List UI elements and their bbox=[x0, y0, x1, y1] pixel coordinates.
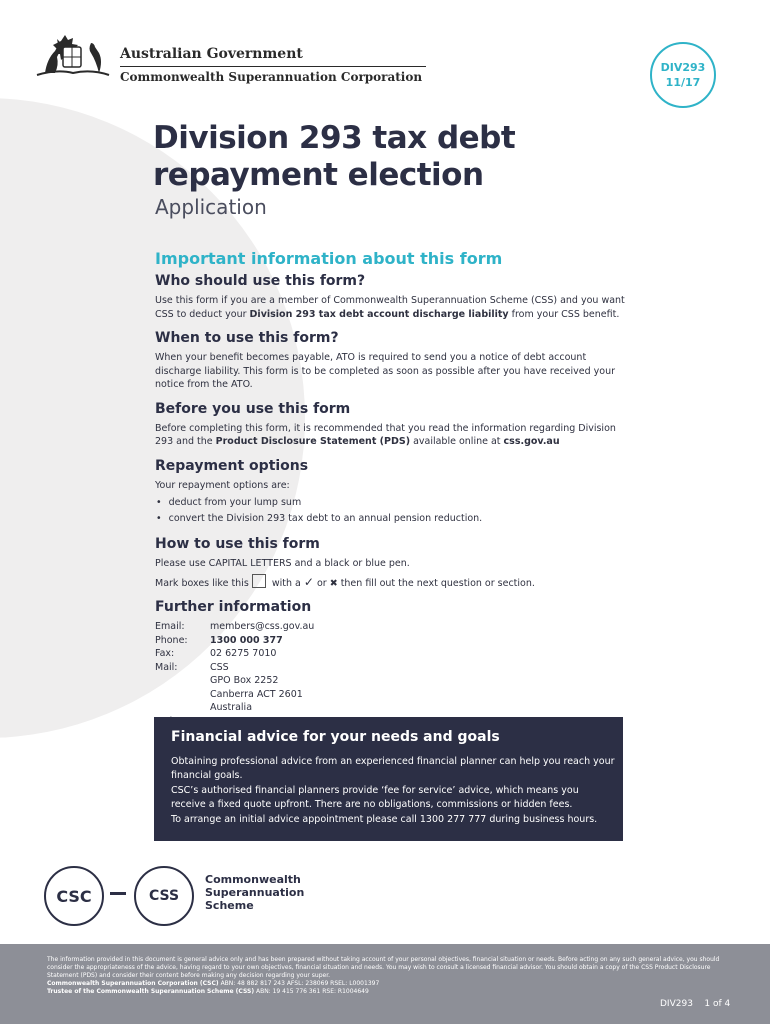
list-item: • convert the Division 293 tax debt to an annual pension reduction. bbox=[155, 511, 635, 527]
email-label: Email: bbox=[155, 621, 185, 632]
important-information bbox=[155, 249, 635, 737]
advice-heading: Financial advice for your needs and goals bbox=[171, 729, 500, 745]
repayment-intro: Your repayment options are: bbox=[155, 479, 290, 491]
advice-p2: CSC’s authorised financial planners provide ‘fee for service’ advice, which means you receive a fixed quote upfront. There are no obligations, commissions or hidden fees. bbox=[171, 785, 579, 810]
further-heading: Further information bbox=[155, 599, 312, 615]
repayment-options-list bbox=[155, 495, 635, 527]
form-code: DIV293 bbox=[660, 61, 706, 74]
contact-details bbox=[155, 620, 635, 728]
form-date: 11/17 bbox=[665, 76, 701, 89]
when-section bbox=[155, 330, 635, 392]
page-count: 1 of 4 bbox=[704, 999, 731, 1009]
how-line1: Please use CAPITAL LETTERS and a black or blue pen. bbox=[155, 558, 410, 569]
email-value[interactable]: members@css.gov.au bbox=[210, 621, 315, 632]
phone-value: 1300 000 377 bbox=[210, 634, 283, 646]
css-website-link[interactable]: css.gov.au bbox=[503, 436, 560, 447]
cross-icon: ✖ bbox=[329, 577, 338, 589]
footer-disclaimer bbox=[47, 956, 727, 996]
mail-line: Canberra ACT 2601 bbox=[210, 688, 303, 700]
csc-logo: CSC bbox=[44, 866, 104, 926]
before-text: Before completing this form, it is recommended that you read the information regarding Division 293 and the Product Disclosure Statement (PDS) available online at css.gov.au bbox=[155, 422, 616, 447]
page-subtitle: Application bbox=[155, 195, 267, 219]
phone-label: Phone: bbox=[155, 634, 188, 646]
corporation-name: Commonwealth Superannuation Corporation bbox=[120, 70, 423, 84]
page-title-line1: Division 293 tax debt bbox=[153, 120, 516, 156]
header-divider bbox=[120, 66, 426, 67]
footer-code: DIV293 bbox=[660, 999, 693, 1009]
mail-label: Mail: bbox=[155, 661, 178, 673]
checkmark-icon: ✓ bbox=[303, 574, 314, 589]
when-heading: When to use this form? bbox=[155, 330, 339, 346]
repayment-section bbox=[155, 458, 635, 528]
important-info-heading: Important information about this form bbox=[155, 249, 503, 268]
advice-p1: Obtaining professional advice from an experienced financial planner can help you reach your financial goals. bbox=[171, 756, 615, 781]
mail-line: GPO Box 2252 bbox=[210, 675, 279, 686]
form-code-badge bbox=[650, 42, 716, 108]
fax-label: Fax: bbox=[155, 648, 175, 659]
fax-value: 02 6275 7010 bbox=[210, 648, 277, 659]
advice-p3: To arrange an initial advice appointment please call 1300 277 777 during business hours. bbox=[171, 814, 598, 825]
logo-dash bbox=[110, 892, 126, 895]
list-item: • deduct from your lump sum bbox=[155, 495, 635, 511]
css-logo: CSS bbox=[134, 866, 194, 926]
government-name: Australian Government bbox=[120, 46, 303, 62]
disclaimer-text: The information provided in this document is general advice only and has been prepared without taking account of your personal objectives, financial situation or needs. Before acting on any such general advice, you should consider the appropriateness of the advice, having regard to your own objectives, financial situation and needs. You may wish to consult a licensed financial advisor. You should obtain a copy of the CSS Product Disclosure Statement (PDS) and consider their content before making any decision regarding your super. bbox=[47, 956, 720, 979]
csc-details: Commonwealth Superannuation Corporation (CSC) ABN: 48 882 817 243 AFSL: 238069 RSEL: L0001397 bbox=[47, 980, 380, 987]
before-heading: Before you use this form bbox=[155, 400, 351, 417]
scheme-name: Commonwealth Superannuation Scheme bbox=[205, 873, 305, 912]
when-text: When your benefit becomes payable, ATO is required to send you a notice of debt account discharge liability. This form is to be completed as soon as possible after you have received your notice from the ATO. bbox=[155, 352, 616, 390]
how-line2: Mark boxes like this with a ✓ or ✖ then fill out the next question or section. bbox=[155, 574, 535, 589]
advice-body bbox=[171, 755, 616, 829]
coat-of-arms-icon bbox=[33, 33, 113, 77]
page-number bbox=[660, 999, 730, 1009]
repayment-heading: Repayment options bbox=[155, 457, 309, 474]
page-title bbox=[153, 120, 515, 194]
page-title-line2: repayment election bbox=[153, 157, 484, 193]
how-heading: How to use this form bbox=[155, 536, 320, 552]
trustee-details: Trustee of the Commonwealth Superannuation Scheme (CSS) ABN: 19 415 776 361 RSE: R1004649 bbox=[47, 988, 369, 995]
who-heading: Who should use this form? bbox=[155, 273, 366, 289]
sample-checkbox-icon bbox=[252, 574, 266, 588]
mail-line: CSS bbox=[210, 661, 229, 673]
who-text: Use this form if you are a member of Commonwealth Superannuation Scheme (CSS) and you want CSS to deduct your Division 293 tax debt account discharge liability from your CSS benefit. bbox=[155, 295, 625, 320]
further-section bbox=[155, 599, 635, 728]
who-section bbox=[155, 273, 635, 321]
before-section bbox=[155, 401, 635, 449]
financial-advice-panel bbox=[154, 717, 623, 841]
mail-line: Australia bbox=[210, 702, 253, 713]
how-section bbox=[155, 536, 635, 590]
